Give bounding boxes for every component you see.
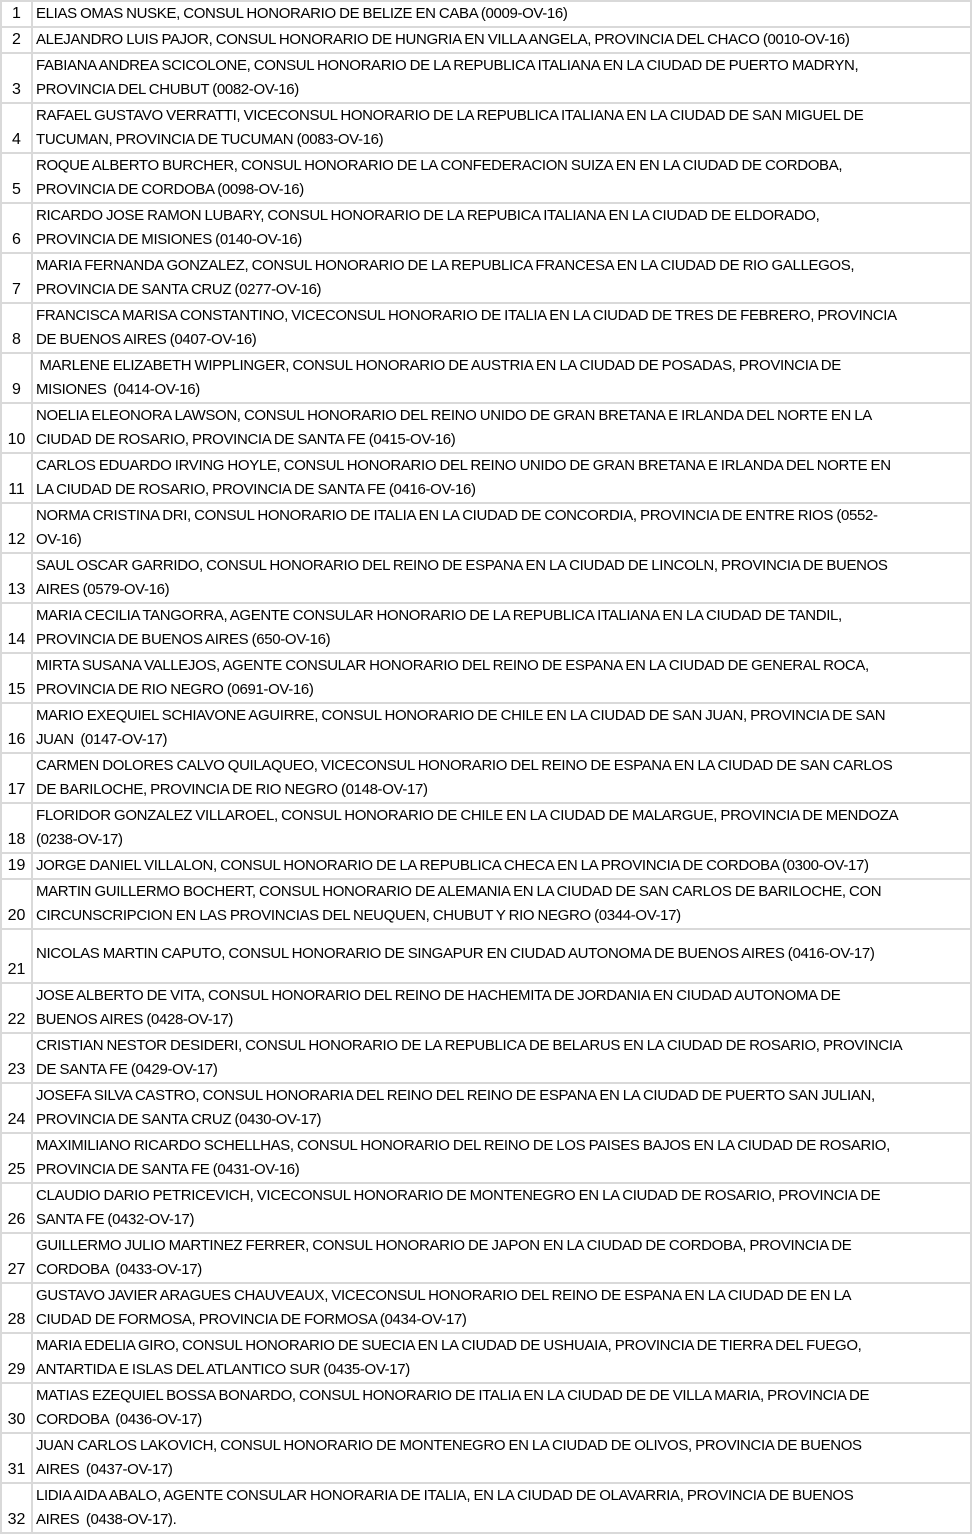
description-line: LIDIA AIDA ABALO, AGENTE CONSULAR HONORARIA DE ITALIA, EN LA CIUDAD DE OLAVARRIA, PROVINCIA DE BUENOS [36,1487,854,1504]
description-line: CORDOBA (0436-OV-17) [36,1411,202,1428]
row-description [33,204,972,254]
table-row [0,454,972,504]
description-line: DE BARILOCHE, PROVINCIA DE RIO NEGRO (0148-OV-17) [36,781,428,798]
row-number: 19 [0,854,33,880]
description-line: MARIO EXEQUIEL SCHIAVONE AGUIRRE, CONSUL HONORARIO DE CHILE EN LA CIUDAD DE SAN JUAN, PROVINCIA DE SAN [36,707,886,724]
row-number: 4 [0,104,33,154]
row-number: 27 [0,1234,33,1284]
row-number: 14 [0,604,33,654]
description-line: PROVINCIA DE SANTA CRUZ (0277-OV-16) [36,281,322,298]
description-line: FABIANA ANDREA SCICOLONE, CONSUL HONORARIO DE LA REPUBLICA ITALIANA EN LA CIUDAD DE PUERTO MADRYN, [36,57,859,74]
description-line: CIUDAD DE ROSARIO, PROVINCIA DE SANTA FE (0415-OV-16) [36,431,456,448]
row-number: 25 [0,1134,33,1184]
row-description [33,28,972,54]
table-row [0,154,972,204]
row-description [33,880,972,930]
table-row [0,28,972,54]
row-description [33,304,972,354]
table-row [0,304,972,354]
description-line: SAUL OSCAR GARRIDO, CONSUL HONORARIO DEL REINO DE ESPANA EN LA CIUDAD DE LINCOLN, PROVINCIA DE BUENOS [36,557,888,574]
table-row [0,654,972,704]
row-number: 3 [0,54,33,104]
description-line: FLORIDOR GONZALEZ VILLAROEL, CONSUL HONORARIO DE CHILE EN LA CIUDAD DE MALARGUE, PROVINCIA DE MENDOZA [36,807,899,824]
description-line: PROVINCIA DE SANTA FE (0431-OV-16) [36,1161,300,1178]
row-description [33,804,972,854]
table-row [0,754,972,804]
description-line: RAFAEL GUSTAVO VERRATTI, VICECONSUL HONORARIO DE LA REPUBLICA ITALIANA EN LA CIUDAD DE SAN MIGUEL DE [36,107,864,124]
description-line: CIUDAD DE FORMOSA, PROVINCIA DE FORMOSA (0434-OV-17) [36,1311,467,1328]
description-line: SANTA FE (0432-OV-17) [36,1211,195,1228]
row-number: 20 [0,880,33,930]
table-row [0,984,972,1034]
table-row [0,1434,972,1484]
description-line: BUENOS AIRES (0428-OV-17) [36,1011,233,1028]
description-line: PROVINCIA DE CORDOBA (0098-OV-16) [36,181,304,198]
description-line: MAXIMILIANO RICARDO SCHELLHAS, CONSUL HONORARIO DEL REINO DE LOS PAISES BAJOS EN LA CIUDAD DE ROSARIO, [36,1137,890,1154]
row-description [33,1484,972,1534]
description-line: ROQUE ALBERTO BURCHER, CONSUL HONORARIO DE LA CONFEDERACION SUIZA EN EN LA CIUDAD DE CORDOBA, [36,157,843,174]
description-line: DE SANTA FE (0429-OV-17) [36,1061,218,1078]
table-row [0,104,972,154]
row-description [33,254,972,304]
table-row [0,204,972,254]
description-line: CARMEN DOLORES CALVO QUILAQUEO, VICECONSUL HONORARIO DEL REINO DE ESPANA EN LA CIUDAD DE SAN CARLOS [36,757,893,774]
description-line: TUCUMAN, PROVINCIA DE TUCUMAN (0083-OV-16) [36,131,384,148]
table-row [0,1484,972,1534]
description-line: ELIAS OMAS NUSKE, CONSUL HONORARIO DE BELIZE EN CABA (0009-OV-16) [36,5,568,22]
row-description [33,1184,972,1234]
row-number: 9 [0,354,33,404]
row-number: 13 [0,554,33,604]
row-number: 18 [0,804,33,854]
table-row [0,1384,972,1434]
row-number: 30 [0,1384,33,1434]
table-row [0,854,972,880]
description-line: AIRES (0579-OV-16) [36,581,170,598]
table-row [0,54,972,104]
row-number: 8 [0,304,33,354]
description-line: MATIAS EZEQUIEL BOSSA BONARDO, CONSUL HONORARIO DE ITALIA EN LA CIUDAD DE DE VILLA MARIA, PROVINCIA DE [36,1387,870,1404]
row-number: 29 [0,1334,33,1384]
table-row [0,804,972,854]
row-description [33,1084,972,1134]
description-line: PROVINCIA DE BUENOS AIRES (650-OV-16) [36,631,331,648]
table-row [0,1284,972,1334]
row-description [33,984,972,1034]
row-description [33,1234,972,1284]
row-number: 11 [0,454,33,504]
description-line: AIRES (0438-OV-17). [36,1511,177,1528]
description-line: GUSTAVO JAVIER ARAGUES CHAUVEAUX, VICECONSUL HONORARIO DEL REINO DE ESPANA EN LA CIUDAD DE EN LA [36,1287,852,1304]
row-description [33,1284,972,1334]
table-row [0,404,972,454]
description-line: JUAN CARLOS LAKOVICH, CONSUL HONORARIO DE MONTENEGRO EN LA CIUDAD DE OLIVOS, PROVINCIA DE BUENOS [36,1437,862,1454]
row-number: 12 [0,504,33,554]
row-description [33,554,972,604]
table-row [0,1034,972,1084]
description-line: MARIA EDELIA GIRO, CONSUL HONORARIO DE SUECIA EN LA CIUDAD DE USHUAIA, PROVINCIA DE TIERRA DEL FUEGO, [36,1337,862,1354]
description-line: JOSEFA SILVA CASTRO, CONSUL HONORARIA DEL REINO DEL REINO DE ESPANA EN LA CIUDAD DE PUERTO SAN JULIAN, [36,1087,875,1104]
table-row [0,554,972,604]
row-number: 23 [0,1034,33,1084]
table-row [0,1084,972,1134]
table-row [0,354,972,404]
table-row [0,1184,972,1234]
row-number: 15 [0,654,33,704]
table-row [0,504,972,554]
description-line: GUILLERMO JULIO MARTINEZ FERRER, CONSUL HONORARIO DE JAPON EN LA CIUDAD DE CORDOBA, PROVINCIA DE [36,1237,852,1254]
row-description [33,54,972,104]
description-line: JUAN (0147-OV-17) [36,731,168,748]
row-description [33,404,972,454]
table-row [0,1234,972,1284]
description-line: PROVINCIA DE SANTA CRUZ (0430-OV-17) [36,1111,322,1128]
row-number: 10 [0,404,33,454]
description-line: OV-16) [36,531,82,548]
row-number: 5 [0,154,33,204]
row-number: 1 [0,0,33,28]
description-line: MARIA FERNANDA GONZALEZ, CONSUL HONORARIO DE LA REPUBLICA FRANCESA EN LA CIUDAD DE RIO GALLEGOS, [36,257,855,274]
table-row [0,604,972,654]
description-line: CLAUDIO DARIO PETRICEVICH, VICECONSUL HONORARIO DE MONTENEGRO EN LA CIUDAD DE ROSARIO, PROVINCIA DE [36,1187,881,1204]
row-description [33,504,972,554]
description-line: CORDOBA (0433-OV-17) [36,1261,202,1278]
row-description [33,154,972,204]
row-description [33,1134,972,1184]
description-line: (0238-OV-17) [36,831,123,848]
row-number: 7 [0,254,33,304]
description-line: CIRCUNSCRIPCION EN LAS PROVINCIAS DEL NEUQUEN, CHUBUT Y RIO NEGRO (0344-OV-17) [36,907,681,924]
row-number: 2 [0,28,33,54]
table-row [0,1134,972,1184]
row-description [33,1384,972,1434]
row-number: 26 [0,1184,33,1234]
description-line: ANTARTIDA E ISLAS DEL ATLANTICO SUR (0435-OV-17) [36,1361,410,1378]
row-description [33,704,972,754]
row-description [33,0,972,28]
row-description [33,604,972,654]
description-line: MARLENE ELIZABETH WIPPLINGER, CONSUL HONORARIO DE AUSTRIA EN LA CIUDAD DE POSADAS, PROVINCIA DE [36,357,841,374]
description-line: RICARDO JOSE RAMON LUBARY, CONSUL HONORARIO DE LA REPUBICA ITALIANA EN LA CIUDAD DE ELDORADO, [36,207,820,224]
description-line: LA CIUDAD DE ROSARIO, PROVINCIA DE SANTA FE (0416-OV-16) [36,481,476,498]
description-line: ALEJANDRO LUIS PAJOR, CONSUL HONORARIO DE HUNGRIA EN VILLA ANGELA, PROVINCIA DEL CHACO (0010-OV-16) [36,31,850,48]
description-line: MISIONES (0414-OV-16) [36,381,200,398]
table-row [0,1334,972,1384]
row-description [33,754,972,804]
description-line: NOELIA ELEONORA LAWSON, CONSUL HONORARIO DEL REINO UNIDO DE GRAN BRETANA E IRLANDA DEL NORTE EN LA [36,407,872,424]
description-line: MARIA CECILIA TANGORRA, AGENTE CONSULAR HONORARIO DE LA REPUBLICA ITALIANA EN LA CIUDAD DE TANDIL, [36,607,842,624]
row-number: 16 [0,704,33,754]
table-row [0,254,972,304]
row-number: 31 [0,1434,33,1484]
row-description [33,1434,972,1484]
description-line: MIRTA SUSANA VALLEJOS, AGENTE CONSULAR HONORARIO DEL REINO DE ESPANA EN LA CIUDAD DE GENERAL ROCA, [36,657,869,674]
row-number: 17 [0,754,33,804]
row-description [33,654,972,704]
row-number: 21 [0,930,33,984]
table-row [0,0,972,28]
row-description [33,354,972,404]
table-row [0,930,972,984]
row-description [33,854,972,880]
description-line: PROVINCIA DE MISIONES (0140-OV-16) [36,231,302,248]
description-line: NORMA CRISTINA DRI, CONSUL HONORARIO DE ITALIA EN LA CIUDAD DE CONCORDIA, PROVINCIA DE ENTRE RIOS (0552- [36,507,878,524]
description-line: JOSE ALBERTO DE VITA, CONSUL HONORARIO DEL REINO DE HACHEMITA DE JORDANIA EN CIUDAD AUTONOMA DE [36,987,841,1004]
description-line: PROVINCIA DEL CHUBUT (0082-OV-16) [36,81,299,98]
row-description [33,104,972,154]
row-description [33,1034,972,1084]
description-line: AIRES (0437-OV-17) [36,1461,173,1478]
description-line: CRISTIAN NESTOR DESIDERI, CONSUL HONORARIO DE LA REPUBLICA DE BELARUS EN LA CIUDAD DE ROSARIO, PROVINCIA [36,1037,903,1054]
row-description [33,930,972,984]
row-description [33,1334,972,1384]
row-number: 6 [0,204,33,254]
row-number: 24 [0,1084,33,1134]
description-line: NICOLAS MARTIN CAPUTO, CONSUL HONORARIO DE SINGAPUR EN CIUDAD AUTONOMA DE BUENOS AIRES (0416-OV-17) [36,945,875,962]
description-line: CARLOS EDUARDO IRVING HOYLE, CONSUL HONORARIO DEL REINO UNIDO DE GRAN BRETANA E IRLANDA DEL NORTE EN [36,457,891,474]
table-row [0,704,972,754]
description-line: FRANCISCA MARISA CONSTANTINO, VICECONSUL HONORARIO DE ITALIA EN LA CIUDAD DE TRES DE FEBRERO, PROVINCIA [36,307,897,324]
row-number: 32 [0,1484,33,1534]
description-line: JORGE DANIEL VILLALON, CONSUL HONORARIO DE LA REPUBLICA CHECA EN LA PROVINCIA DE CORDOBA (0300-OV-17) [36,857,869,874]
description-line: PROVINCIA DE RIO NEGRO (0691-OV-16) [36,681,314,698]
row-number: 22 [0,984,33,1034]
row-number: 28 [0,1284,33,1334]
description-line: DE BUENOS AIRES (0407-OV-16) [36,331,257,348]
description-line: MARTIN GUILLERMO BOCHERT, CONSUL HONORARIO DE ALEMANIA EN LA CIUDAD DE SAN CARLOS DE BARILOCHE, CON [36,883,882,900]
table-row [0,880,972,930]
row-description [33,454,972,504]
